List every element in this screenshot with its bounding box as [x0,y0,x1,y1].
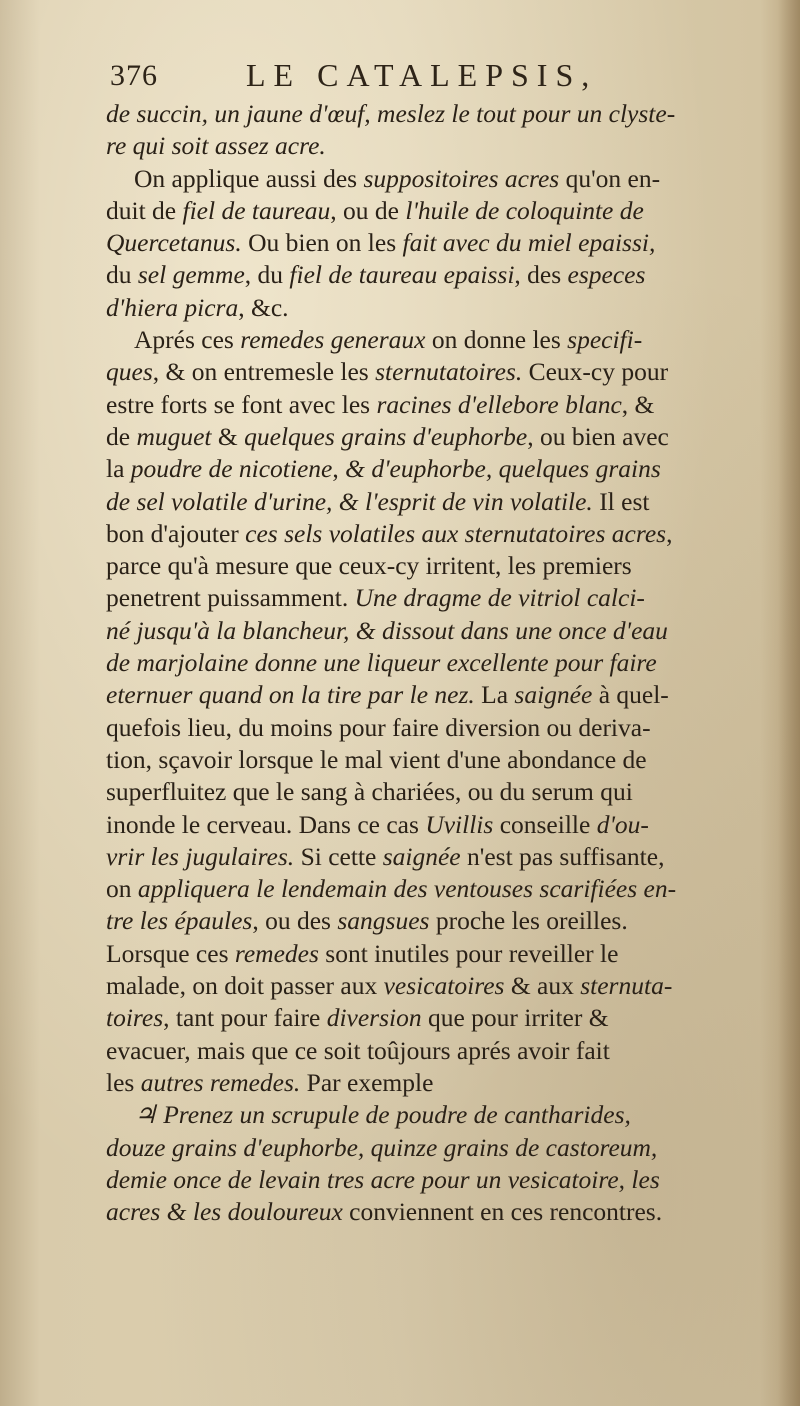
text-line [106,324,770,356]
roman-text: , tant pour faire [163,1003,327,1033]
roman-text: , & on entremesle les [152,357,376,387]
roman-text: , ou des [252,906,338,936]
roman-text: inonde le cerveau. Dans ce cas [106,809,426,839]
roman-text: Lorsque ces [106,938,235,968]
italic-text: diversion [326,1003,422,1033]
italic-text: Une dragme de vitriol calci- [354,583,645,613]
roman-text: duit de [106,195,183,225]
italic-text: saignée [382,841,461,871]
roman-text: superfluitez que le sang à chariées, ou du serum qui [106,777,633,807]
italic-text: muguet [136,421,212,451]
roman-text: de [106,421,137,451]
roman-text: bon d'ajouter [106,518,246,548]
text-line [106,1099,770,1131]
text-line [106,1196,770,1228]
text-line [106,163,770,195]
italic-text: de sel volatile d'urine, & l'esprit de vin volatile. [106,486,593,516]
roman-text: Aprés ces [134,325,241,355]
text-line [106,421,770,453]
roman-text: tion, sçavoir lorsque le mal vient d'une abondance de [106,744,647,774]
italic-text: de marjolaine donne une liqueur excellente pour faire [106,648,657,678]
roman-text: à quel- [592,680,669,710]
roman-text: , [666,518,673,548]
italic-text: & d'euphorbe, quelques grains [345,454,661,484]
italic-text: Uvillis [425,809,494,839]
italic-text: d'ou- [596,809,649,839]
text-line [106,970,770,1002]
text-line [106,259,770,291]
italic-text: tre les épaules [106,906,253,936]
italic-text: de succin, un jaune d'œuf, meslez le tout pour un clyste- [106,99,676,128]
italic-text: acres & les douloureux [106,1197,343,1227]
roman-text: que pour irriter & [421,1003,609,1033]
italic-text: especes [567,260,646,290]
text-line [106,130,770,162]
italic-text: vrir les jugulaires. [106,841,295,871]
text-line [106,679,770,711]
italic-text: quelques grains d'euphorbe [244,421,528,451]
roman-text: quefois lieu, du moins pour faire diversion ou deriva- [106,712,651,742]
italic-text: saignée [514,680,593,710]
text-line [106,776,770,808]
roman-text: Par exemple [300,1067,434,1097]
italic-text: poudre de nicotiene [130,454,333,484]
italic-text: l'huile de coloquinte de [405,195,644,225]
text-line [106,356,770,388]
italic-text: douze grains d'euphorbe, quinze grains de castoreum, [106,1132,658,1162]
body-text [106,98,770,1228]
roman-text: du [106,260,138,290]
text-line [106,453,770,485]
page-edge-shadow [778,0,800,1406]
text-line [106,905,770,937]
roman-text: proche les oreilles. [429,906,628,936]
roman-text: parce qu'à mesure que ceux-cy irritent, les premiers [106,551,632,581]
roman-text: , du [244,260,290,290]
text-line [106,1164,770,1196]
italic-text: remedes generaux [240,325,426,355]
page-number: 376 [110,59,158,92]
text-line [106,227,770,259]
roman-text: on donne les [425,325,568,355]
italic-text: ces sels volatiles aux sternutatoires acres [245,518,667,548]
roman-text: , &c. [238,292,289,322]
roman-text: on [106,874,138,904]
text-line [106,744,770,776]
roman-text: La [474,680,515,710]
italic-text: demie once de levain tres acre pour un vesicatoire, les [106,1164,660,1194]
text-line [106,1067,770,1099]
italic-text: ques [106,357,153,387]
roman-text: On applique aussi des [134,163,364,193]
italic-text: specifi- [567,325,643,355]
roman-text: conseille [493,809,597,839]
italic-text: ♃ Prenez un scrupule de poudre de cantharides, [134,1100,631,1130]
roman-text: la [106,454,131,484]
italic-text: vesicatoires [383,971,505,1001]
text-line [106,712,770,744]
italic-text: sel gemme [137,260,245,290]
text-line [106,615,770,647]
text-line [106,518,770,550]
text-line [106,938,770,970]
text-line [106,1035,770,1067]
roman-text: , des [514,260,568,290]
italic-text: autres remedes. [140,1067,301,1097]
italic-text: sternuta- [580,971,673,1001]
italic-text: fait avec du miel epaissi, [402,228,656,258]
italic-text: racines d'ellebore blanc [376,389,622,419]
italic-text: toires [106,1003,164,1033]
roman-text: , [332,454,346,484]
text-line [106,1002,770,1034]
italic-text: suppositoires acres [363,163,560,193]
text-line [106,292,770,324]
roman-text: n'est pas suffisante, [460,841,665,871]
text-line [106,841,770,873]
roman-text: sont inutiles pour reveiller le [318,938,619,968]
roman-text: Si cette [294,841,383,871]
italic-text: d'hiera picra [106,292,239,322]
text-line [106,195,770,227]
roman-text: , & [621,389,655,419]
roman-text: penetrent puissamment. [106,583,355,613]
text-line [106,550,770,582]
italic-text: sangsues [337,906,430,936]
text-line [106,1132,770,1164]
roman-text: malade, on doit passer aux [106,971,384,1001]
roman-text: Il est [592,486,650,516]
text-line [106,582,770,614]
roman-text: Ou bien on les [241,228,403,258]
italic-text: eternuer quand on la tire par le nez. [106,680,475,710]
italic-text: sternutatoires. [375,357,523,387]
text-line [106,98,770,130]
text-line [106,486,770,518]
roman-text: les [106,1067,141,1097]
roman-text: qu'on en- [559,163,661,193]
italic-text: re qui soit assez acre. [106,131,326,161]
text-line [106,809,770,841]
italic-text: né jusqu'à la blancheur, & dissout dans une once d'eau [106,615,668,645]
text-line [106,389,770,421]
italic-text: Quercetanus. [106,228,242,258]
roman-text: conviennent en ces rencontres. [342,1197,663,1227]
text-line [106,873,770,905]
roman-text: estre forts se font avec les [106,389,377,419]
running-head [110,55,670,99]
italic-text: remedes [234,938,319,968]
roman-text: & aux [504,971,581,1001]
roman-text: , ou bien avec [527,421,669,451]
roman-text: Ceux-cy pour [522,357,669,387]
italic-text: fiel de taureau [182,195,331,225]
roman-text: evacuer, mais que ce soit toûjours aprés avoir fait [106,1035,610,1065]
running-title: LE CATALEPSIS, [246,57,598,93]
roman-text: , ou de [330,195,406,225]
roman-text: & [211,421,245,451]
italic-text: fiel de taureau epaissi [289,260,515,290]
italic-text: appliquera le lendemain des ventouses scarifiées en- [137,874,677,904]
text-line [106,647,770,679]
